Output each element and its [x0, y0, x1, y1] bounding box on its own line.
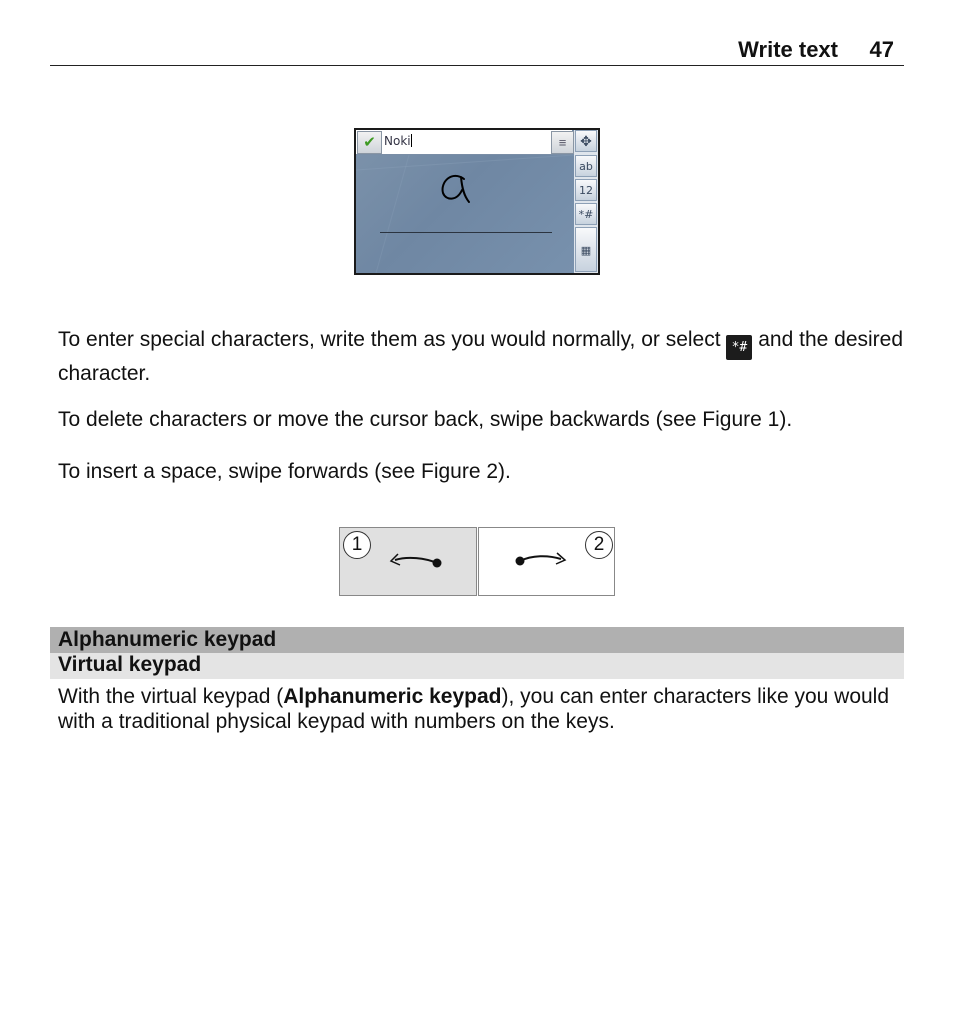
special-chars-icon: *#: [726, 335, 752, 360]
numbers-mode-key[interactable]: 12: [575, 179, 597, 201]
chapter-title: Write text: [738, 37, 838, 62]
section-subheading: Virtual keypad: [50, 653, 904, 679]
checkmark-icon[interactable]: ✔: [357, 131, 382, 154]
alphanumeric-keypad-term: Alphanumeric keypad: [283, 685, 502, 708]
side-key-column: [574, 130, 598, 273]
special-chars-key[interactable]: *#: [575, 203, 597, 225]
insert-space-paragraph: To insert a space, swipe forwards (see Figure 2).: [58, 460, 511, 483]
menu-lines-icon[interactable]: ≡: [551, 131, 574, 154]
writing-baseline: [380, 232, 552, 233]
page-number: 47: [869, 37, 894, 62]
virtual-keypad-paragraph: With the virtual keypad (Alphanumeric keypad), you can enter characters like you would with a traditional physical keypad with numbers on the keys.: [58, 685, 890, 733]
letters-mode-key[interactable]: ab: [575, 155, 597, 177]
handwriting-screenshot: [354, 128, 600, 275]
move-arrows-icon[interactable]: ✥: [575, 130, 597, 152]
page-header: [50, 30, 904, 66]
figure-number-1: 1: [343, 531, 371, 559]
handwritten-a: [443, 176, 469, 202]
figure-1-swipe-backwards: [339, 527, 477, 596]
field-value: Noki: [384, 134, 411, 148]
delete-characters-paragraph: To delete characters or move the cursor back, swipe backwards (see Figure 1).: [58, 408, 793, 431]
swipe-backwards-arrow: [340, 528, 476, 595]
section-heading: Alphanumeric keypad: [50, 627, 904, 653]
text-input-field[interactable]: [356, 130, 572, 155]
figure-number-2: 2: [585, 531, 613, 559]
special-characters-paragraph: To enter special characters, write them as you would normally, or select *# and the desired character.: [58, 328, 904, 385]
keyboard-icon[interactable]: ▦: [575, 227, 597, 272]
figure-2-swipe-forwards: [478, 527, 615, 596]
swipe-forwards-arrow: [479, 528, 614, 595]
